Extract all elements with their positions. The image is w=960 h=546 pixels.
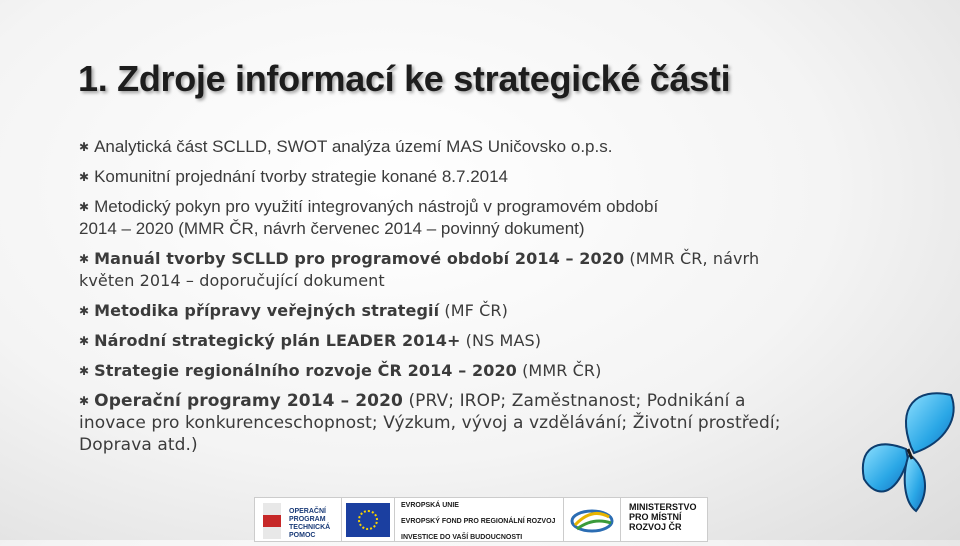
op-logo-line: OPERAČNÍ (289, 508, 326, 515)
ministry-line: ROZVOJ ČR (629, 522, 682, 532)
bullet-text: (MMR ČR) (516, 361, 602, 380)
bullet-text: Analytická část SCLLD, SWOT analýza území MAS Uničovsko o.p.s. (94, 137, 613, 156)
bullet-text: (NS MAS) (460, 331, 542, 350)
bullet-list (79, 136, 839, 456)
bullet-text-continued: 2014 – 2020 (MMR ČR, návrh červenec 2014 – povinný dokument) (79, 219, 585, 238)
asterisk-icon: ✱ (79, 252, 90, 266)
bullet-bold-text: Operační programy 2014 – 2020 (94, 391, 403, 411)
leader-swoosh-icon (569, 503, 615, 537)
bullet-item (79, 360, 839, 382)
bullet-text: (MMR ČR, návrh (624, 249, 760, 268)
bullet-item (79, 330, 839, 352)
bullet-bold-text: Strategie regionálního rozvoje ČR 2014 – 2020 (94, 361, 517, 380)
bullet-item (79, 196, 839, 240)
bullet-item (79, 248, 839, 292)
op-logo-line: TECHNICKÁ (289, 524, 331, 531)
leader-logo (564, 498, 621, 541)
eu-text-line: INVESTICE DO VAŠÍ BUDOUCNOSTI (401, 534, 523, 541)
eu-fund-text (395, 498, 564, 541)
bullet-item (79, 136, 839, 158)
asterisk-icon: ✱ (79, 394, 90, 408)
footer-logo-bar (254, 497, 708, 542)
asterisk-icon: ✱ (79, 364, 90, 378)
bullet-text: (PRV; IROP; Zaměstnanost; Podnikání a inovace pro konkurenceschopnost; Výzkum, vývoj a vzdělávání; Životní prostředí; Doprava atd.) (79, 391, 781, 455)
eu-flag-icon (346, 503, 390, 537)
bullet-bold-text: Metodika přípravy veřejných strategií (94, 301, 440, 320)
bullet-text: Komunitní projednání tvorby strategie konané 8.7.2014 (94, 167, 509, 186)
bullet-text-continued: květen 2014 – doporučující dokument (79, 271, 385, 290)
asterisk-icon: ✱ (79, 334, 90, 348)
ministry-line: MINISTERSTVO (629, 502, 697, 512)
bullet-item (79, 300, 839, 322)
bullet-text: (MF ČR) (439, 301, 508, 320)
op-stripe-icon (263, 503, 281, 539)
ministry-line: PRO MÍSTNÍ (629, 512, 682, 522)
bullet-item (79, 166, 839, 188)
asterisk-icon: ✱ (79, 304, 90, 318)
ministry-logo-text (621, 498, 707, 541)
op-logo-line: POMOC (289, 532, 316, 539)
bullet-bold-text: Národní strategický plán LEADER 2014+ (94, 331, 461, 350)
bullet-text: Metodický pokyn pro využití integrovaných nástrojů v programovém období (94, 197, 659, 216)
eu-text-line: EVROPSKÁ UNIE (401, 502, 459, 509)
asterisk-icon: ✱ (79, 140, 90, 154)
butterfly-image (856, 387, 960, 517)
asterisk-icon: ✱ (79, 200, 90, 214)
asterisk-icon: ✱ (79, 170, 90, 184)
bullet-item (79, 390, 809, 456)
slide-title: 1. Zdroje informací ke strategické části (78, 58, 731, 99)
eu-text-line: EVROPSKÝ FOND PRO REGIONÁLNÍ ROZVOJ (401, 518, 556, 525)
op-logo-line: PROGRAM (289, 516, 326, 523)
bullet-bold-text: Manuál tvorby SCLLD pro programové období 2014 – 2020 (94, 249, 625, 268)
op-technical-assistance-logo (255, 498, 342, 541)
eu-flag-logo (342, 498, 395, 541)
